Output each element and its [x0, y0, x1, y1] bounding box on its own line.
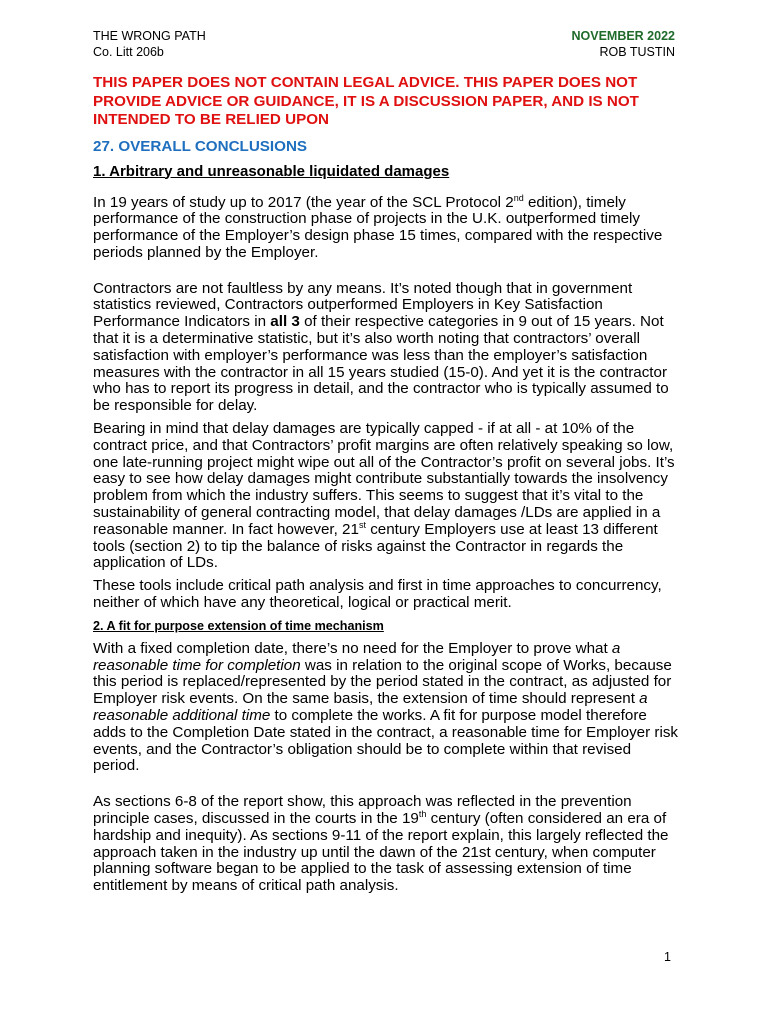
paragraph: These tools include critical path analysis and first in time approaches to concurrency, neither of which have any theoretical, logical or practical merit. — [93, 577, 662, 612]
page-number: 1 — [664, 950, 671, 964]
header-title: THE WRONG PATH — [93, 29, 206, 43]
paragraph: Contractors are not faultless by any means. It’s noted though that in government statistics reviewed, Contractors outperformed Employers in Key Satisfaction Performance Indicators in all 3 of their respective categories in 9 out of 15 years. Not that it is a determinative statistic, but it’s also worth noting that contractors’ overall satisfaction with employer’s performance was less than the employer’s satisfaction measures with the contractor in all 15 years studied (15-0). And yet it is the contractor who has to report its progress in detail, and the contractor who is typically assumed to be responsible for delay. — [93, 279, 669, 415]
document-body — [93, 74, 678, 901]
disclaimer: THIS PAPER DOES NOT CONTAIN LEGAL ADVICE. THIS PAPER DOES NOT PROVIDE ADVICE OR GUIDANCE, IT IS A DISCUSSION PAPER, AND IS NOT INTENDED TO BE RELIED UPON — [93, 74, 639, 128]
paragraph: With a fixed completion date, there’s no need for the Employer to prove what a reasonable time for completion was in relation to the original scope of Works, because this period is replaced/represented by the period stated in the contract, as adjusted for Employer risk events. On the same basis, the extension of time should represent a reasonable additional time to complete the works. A fit for purpose model therefore adds to the Completion Date stated in the contract, a reasonable time for Employer risk events, and the Contractor’s obligation should be to complete within that revised period. — [93, 639, 679, 775]
section-title: 27. OVERALL CONCLUSIONS — [93, 137, 308, 155]
subsection-2-heading: 2. A fit for purpose extension of time mechanism — [93, 618, 384, 633]
paragraph: Bearing in mind that delay damages are typically capped - if at all - at 10% of the contract price, and that Contractors’ profit margins are often relatively speaking so low, one late-running project might wipe out all of the Contractor’s profit on several jobs. It’s easy to see how delay damages might contribute substantially towards the insolvency problem from which the industry suffers. This seems to suggest that it’s vital to the sustainability of general contracting model, that delay damages /LDs are applied in a reasonable manner. In fact however, 21st century Employers use at least 13 different tools (section 2) to tip the balance of risks against the Contractor in regards the application of LDs. — [93, 420, 675, 572]
header-date: NOVEMBER 2022 — [571, 29, 675, 43]
paragraph: As sections 6-8 of the report show, this approach was reflected in the prevention principle cases, discussed in the courts in the 19th century (often considered an era of hardship and inequity). As sections 9-11 of the report explain, this largely reflected the approach taken in the industry up until the dawn of the 21st century, when computer planning software began to be applied to the task of assessing extension of time entitlement by means of critical path analysis. — [93, 793, 669, 895]
header-author: ROB TUSTIN — [599, 45, 675, 59]
paragraph: In 19 years of study up to 2017 (the year of the SCL Protocol 2nd edition), timely performance of the construction phase of projects in the U.K. outperformed timely performance of the Employer’s design phase 15 times, compared with the respective periods planned by the Employer. — [93, 192, 663, 261]
header-right — [571, 28, 675, 60]
subsection-1-heading: 1. Arbitrary and unreasonable liquidated damages — [93, 162, 450, 180]
header-left — [93, 28, 206, 60]
header-reference: Co. Litt 206b — [93, 45, 164, 59]
